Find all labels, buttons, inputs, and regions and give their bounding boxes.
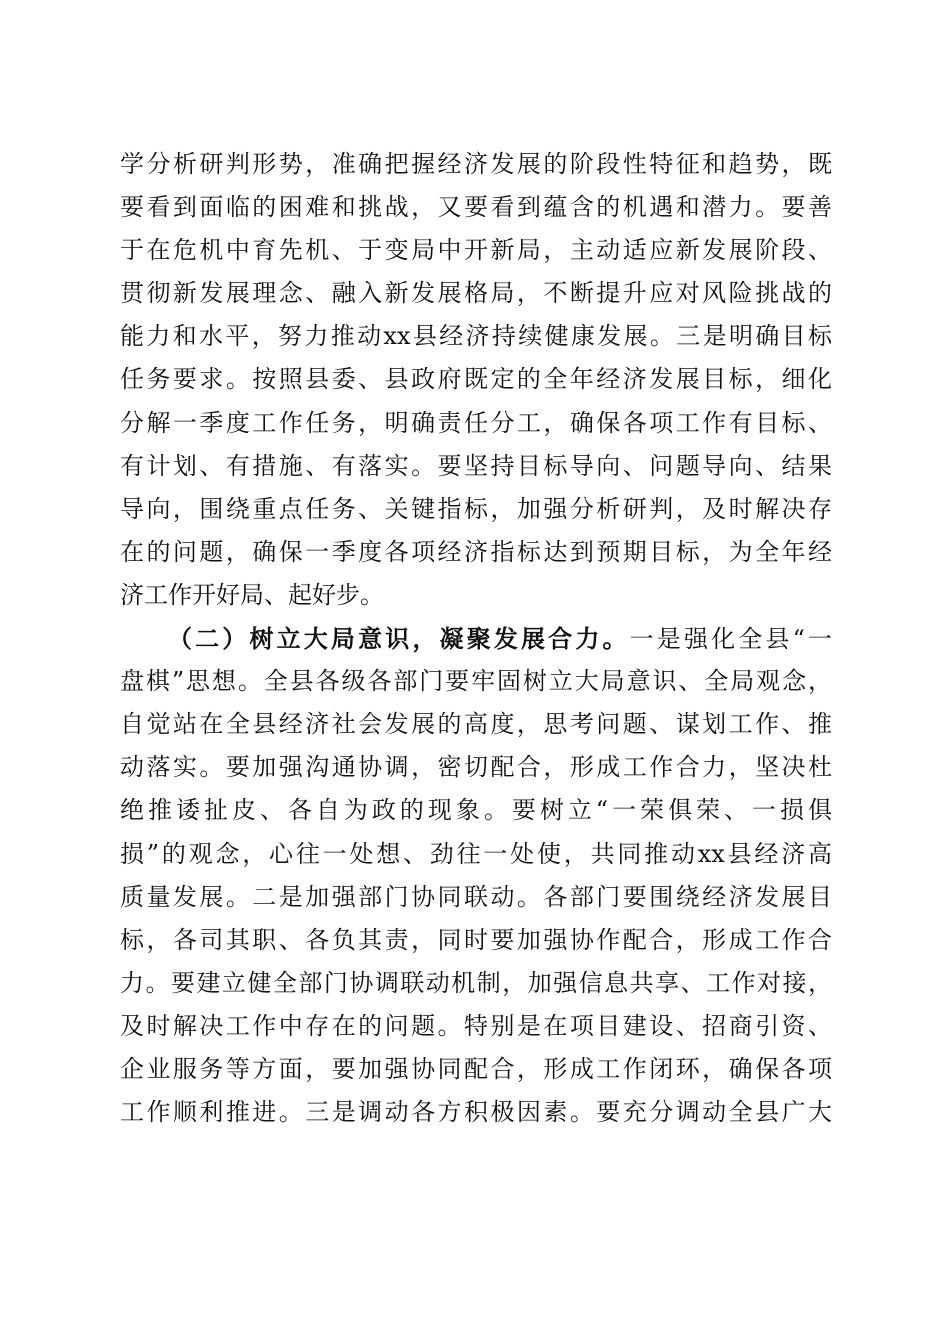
paragraph-2-line-3: 自觉站在全县经济社会发展的高度，思考问题、谋划工作、推 <box>120 710 832 739</box>
paragraph-2-line-7: 质量发展。二是加强部门协同联动。各部门要围绕经济发展目 <box>120 882 832 911</box>
paragraph-2-line-4: 动落实。要加强沟通协调，密切配合，形成工作合力，坚决杜 <box>120 753 832 782</box>
paragraph-2-line-12: 工作顺利推进。三是调动各方积极因素。要充分调动全县广大 <box>120 1098 832 1127</box>
paragraph-1-line-11: 济工作开好局、起好步。 <box>120 580 384 609</box>
paragraph-2-line-9: 力。要建立健全部门协调联动机制，加强信息共享、工作对接， <box>120 968 832 997</box>
paragraph-2-line-10: 及时解决工作中存在的问题。特别是在项目建设、招商引资、 <box>120 1011 832 1040</box>
paragraph-2-line-8: 标，各司其职、各负其责，同时要加强协作配合，形成工作合 <box>120 925 832 954</box>
paragraph-2-first-line-text: 一是强化全县“一 <box>629 625 832 654</box>
paragraph-1-line-10: 在的问题，确保一季度各项经济指标达到预期目标，为全年经 <box>120 537 832 566</box>
paragraph-1-line-3: 于在危机中育先机、于变局中开新局，主动适应新发展阶段、 <box>120 236 832 265</box>
paragraph-1-line-8: 有计划、有措施、有落实。要坚持目标导向、问题导向、结果 <box>120 451 832 480</box>
paragraph-2-line-6: 损”的观念，心往一处想、劲往一处使，共同推动xx县经济高 <box>120 839 832 868</box>
document-body <box>120 143 832 1134</box>
paragraph-2-first-line <box>120 617 832 660</box>
section-heading: （二）树立大局意识，凝聚发展合力。 <box>168 624 630 654</box>
paragraph-1-line-2: 要看到面临的困难和挑战，又要看到蕴含的机遇和潜力。要善 <box>120 193 832 222</box>
paragraph-1-line-7: 分解一季度工作任务，明确责任分工，确保各项工作有目标、 <box>120 408 832 437</box>
paragraph-1-line-1: 学分析研判形势，准确把握经济发展的阶段性特征和趋势，既 <box>120 150 832 178</box>
paragraph-1-line-9: 导向，围绕重点任务、关键指标，加强分析研判，及时解决存 <box>120 494 832 523</box>
paragraph-2-line-5: 绝推诿扯皮、各自为政的现象。要树立“一荣俱荣、一损俱 <box>120 796 832 825</box>
paragraph-1-line-5: 能力和水平，努力推动xx县经济持续健康发展。三是明确目标 <box>120 322 832 351</box>
paragraph-2-line-2: 盘棋”思想。全县各级各部门要牢固树立大局意识、全局观念， <box>120 667 832 696</box>
paragraph-2-line-11: 企业服务等方面，要加强协同配合，形成工作闭环，确保各项 <box>120 1054 832 1083</box>
paragraph-1-line-6: 任务要求。按照县委、县政府既定的全年经济发展目标，细化 <box>120 365 832 394</box>
paragraph-1-line-4: 贯彻新发展理念、融入新发展格局，不断提升应对风险挑战的 <box>120 279 832 308</box>
